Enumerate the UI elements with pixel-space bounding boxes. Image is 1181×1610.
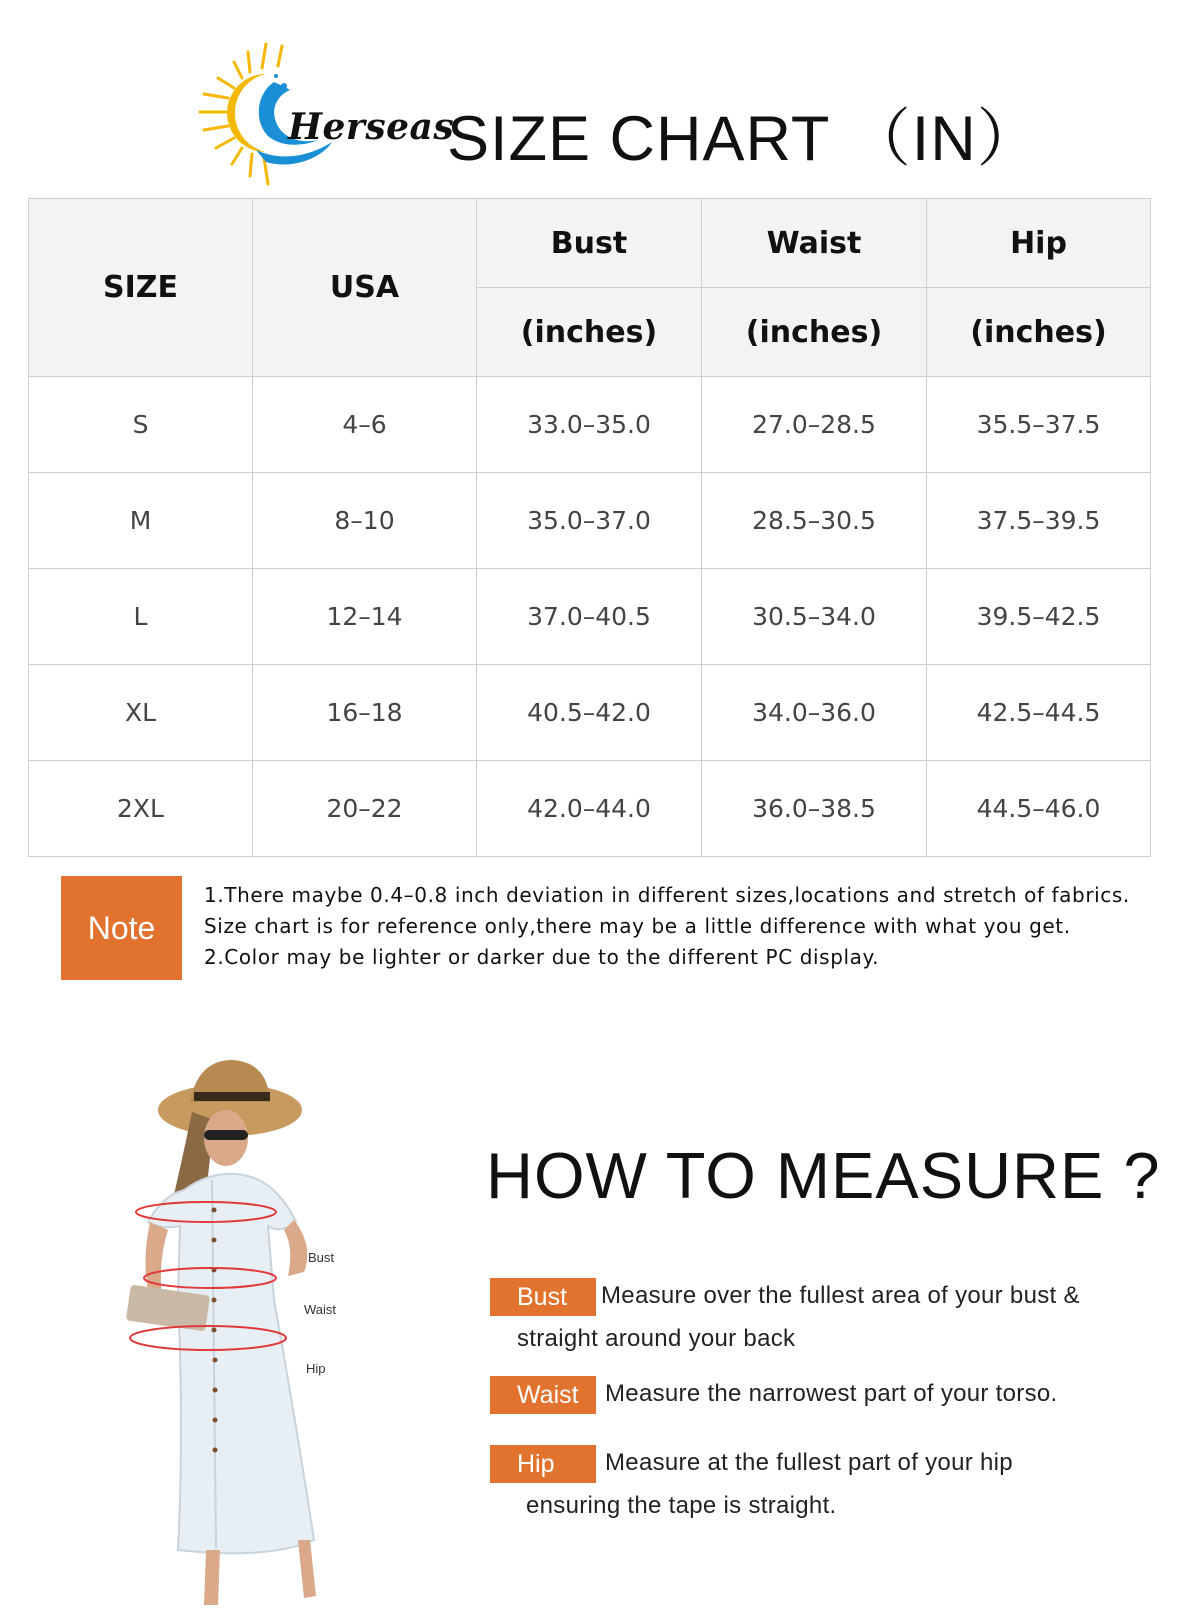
header-waist-unit: (inches) xyxy=(702,288,927,377)
table-row xyxy=(29,569,1151,665)
cell-waist: 34.0–36.0 xyxy=(702,665,927,761)
note-line: 1.There maybe 0.4–0.8 inch deviation in different sizes,locations and stretch of fabrics. xyxy=(204,883,1130,907)
table-row xyxy=(29,377,1151,473)
waist-tag: Waist xyxy=(490,1376,596,1414)
brand-name: Herseas xyxy=(288,106,455,148)
cell-hip: 42.5–44.5 xyxy=(927,665,1151,761)
header-bust: Bust xyxy=(477,199,702,288)
bust-description-cont: straight around your back xyxy=(517,1325,796,1352)
hip-label: Hip xyxy=(306,1361,326,1376)
cell-waist: 27.0–28.5 xyxy=(702,377,927,473)
cell-size: S xyxy=(29,377,253,473)
note-line: Size chart is for reference only,there may be a little difference with what you get. xyxy=(204,914,1071,938)
cell-usa: 16–18 xyxy=(253,665,477,761)
page-title: SIZE CHART （IN） xyxy=(447,104,1041,174)
cell-hip: 37.5–39.5 xyxy=(927,473,1151,569)
table-row xyxy=(29,473,1151,569)
bust-label: Bust xyxy=(308,1250,335,1265)
cell-size: L xyxy=(29,569,253,665)
cell-size: XL xyxy=(29,665,253,761)
model-illustration-icon xyxy=(118,1050,418,1610)
hip-description-cont: ensuring the tape is straight. xyxy=(526,1492,837,1519)
cell-waist: 28.5–30.5 xyxy=(702,473,927,569)
cell-usa: 4–6 xyxy=(253,377,477,473)
header-bust-unit: (inches) xyxy=(477,288,702,377)
cell-bust: 37.0–40.5 xyxy=(477,569,702,665)
cell-usa: 12–14 xyxy=(253,569,477,665)
bust-description: Measure over the fullest area of your bust & xyxy=(601,1282,1080,1309)
header-hip-unit: (inches) xyxy=(927,288,1151,377)
cell-bust: 33.0–35.0 xyxy=(477,377,702,473)
cell-bust: 42.0–44.0 xyxy=(477,761,702,857)
waist-description: Measure the narrowest part of your torso. xyxy=(605,1380,1058,1407)
cell-waist: 36.0–38.5 xyxy=(702,761,927,857)
cell-hip: 44.5–46.0 xyxy=(927,761,1151,857)
cell-size: 2XL xyxy=(29,761,253,857)
bust-tag: Bust xyxy=(490,1278,596,1316)
note-badge: Note xyxy=(61,876,182,980)
header-usa: USA xyxy=(253,199,477,377)
cell-hip: 39.5–42.5 xyxy=(927,569,1151,665)
how-to-measure-title: HOW TO MEASURE ? xyxy=(486,1139,1161,1212)
hip-tag: Hip xyxy=(490,1445,596,1483)
header-size: SIZE xyxy=(29,199,253,377)
cell-bust: 35.0–37.0 xyxy=(477,473,702,569)
header-waist: Waist xyxy=(702,199,927,288)
table-row xyxy=(29,761,1151,857)
table-row xyxy=(29,665,1151,761)
cell-usa: 20–22 xyxy=(253,761,477,857)
hip-description: Measure at the fullest part of your hip xyxy=(605,1449,1013,1476)
cell-usa: 8–10 xyxy=(253,473,477,569)
cell-hip: 35.5–37.5 xyxy=(927,377,1151,473)
cell-bust: 40.5–42.0 xyxy=(477,665,702,761)
header-hip: Hip xyxy=(927,199,1151,288)
cell-size: M xyxy=(29,473,253,569)
note-text xyxy=(204,880,1164,973)
note-line: 2.Color may be lighter or darker due to the different PC display. xyxy=(204,945,880,969)
model-figure xyxy=(118,1050,418,1610)
size-chart-table xyxy=(28,198,1151,857)
waist-label: Waist xyxy=(304,1302,337,1317)
cell-waist: 30.5–34.0 xyxy=(702,569,927,665)
